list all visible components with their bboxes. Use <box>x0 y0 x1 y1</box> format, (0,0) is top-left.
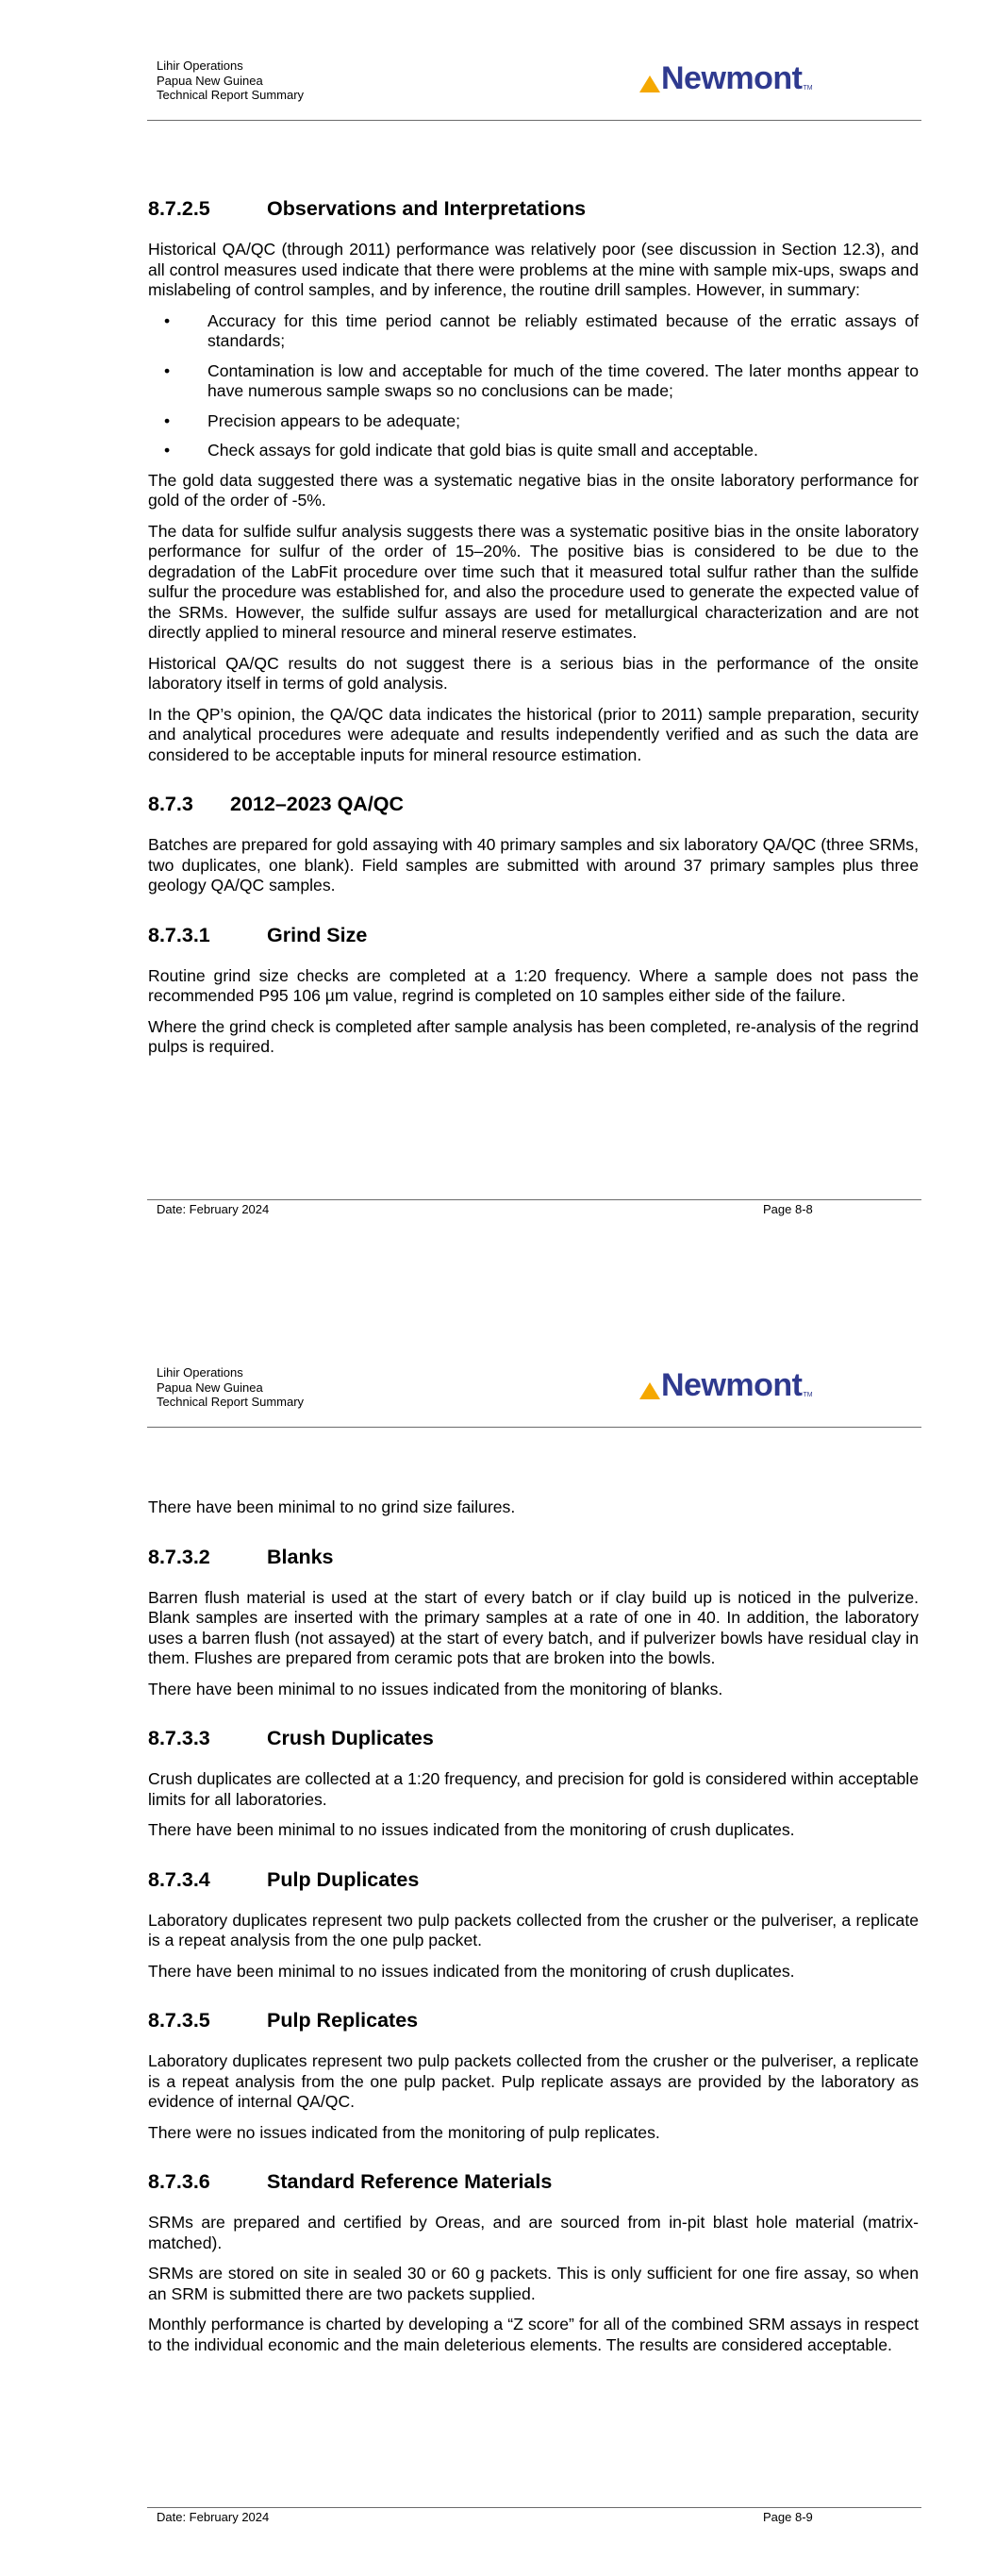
paragraph: SRMs are stored on site in sealed 30 or 60 g packets. This is only sufficient for one fire assay, so when an SRM is submitted there are two packets supplied. <box>148 2264 919 2303</box>
header-line-report: Technical Report Summary <box>157 1395 305 1409</box>
section-heading <box>148 196 919 221</box>
paragraph: Laboratory duplicates represent two pulp packets collected from the crusher or the pulveriser, a replicate is a repeat analysis from the one pulp packet. <box>148 1910 919 1949</box>
bullet-item <box>148 441 919 461</box>
section-title: Pulp Duplicates <box>267 1867 420 1891</box>
paragraph: There have been minimal to no issues indicated from the monitoring of crush duplicates. <box>148 1961 795 1981</box>
paragraph: Barren flush material is used at the start of every batch or if clay build up is noticed in the pulverize. Blank samples are inserted with the primary samples at a rate of one in 40. In addition, the laboratory uses a barren flush (not assayed) at the start of every batch, and if pulverizer bowls have residual clay in them. Flushes are prepared from ceramic pots that are broken into the bowls. <box>148 1587 919 1667</box>
bullet-text: Check assays for gold indicate that gold bias is quite small and acceptable. <box>207 441 758 460</box>
paragraph: There have been minimal to no issues indicated from the monitoring of crush duplicates. <box>148 1820 795 1839</box>
paragraph: Crush duplicates are collected at a 1:20 frequency, and precision for gold is considered within acceptable limits for all laboratories. <box>148 1769 919 1809</box>
paragraph: Laboratory duplicates represent two pulp packets collected from the crusher or the pulveriser, a replicate is a repeat analysis from the one pulp packet. Pulp replicate assays are provided by the laboratory as evidence of internal QA/QC. <box>148 2051 919 2111</box>
section-number: 8.7.2.5 <box>148 197 210 220</box>
section-number: 8.7.3.4 <box>148 1867 210 1891</box>
paragraph: In the QP’s opinion, the QA/QC data indicates the historical (prior to 2011) sample preparation, security and analytical procedures were adequate and results independently verified and as such the data are considered to be acceptable inputs for mineral resource estimation. <box>148 704 919 764</box>
page-body <box>148 196 919 1068</box>
header-line-operation: Lihir Operations <box>157 59 243 73</box>
bullet-list <box>148 311 919 461</box>
bullet-icon: • <box>164 360 171 380</box>
newmont-mark-icon <box>639 68 660 92</box>
footer-page-number: Page 8-9 <box>763 2510 813 2524</box>
footer-date: Date: February 2024 <box>157 1202 270 1216</box>
logo-trademark: TM <box>803 85 813 92</box>
section-title: Observations and Interpretations <box>267 197 587 220</box>
section-number: 8.7.3.1 <box>148 923 210 946</box>
newmont-logo <box>639 1367 813 1403</box>
bullet-text: Accuracy for this time period cannot be reliably estimated because of the erratic assays of standards; <box>207 310 919 350</box>
paragraph: The data for sulfide sulfur analysis suggests there was a systematic positive bias in the onsite laboratory performance for sulfur of the order of 15–20%. The positive bias is considered to be due to the degradation of the LabFit procedure over time such that it measured total sulfur rather than the sulfide sulfur the procedure was established for, and also the procedure used to generate the expected value of the SRMs. However, the sulfide sulfur assays are used for metallurgical characterization and are not directly applied to mineral resource and mineral reserve estimates. <box>148 521 919 642</box>
page-1 <box>0 0 995 1274</box>
page-header <box>157 1365 304 1410</box>
header-line-country: Papua New Guinea <box>157 73 263 88</box>
section-heading <box>148 2169 919 2194</box>
footer-date: Date: February 2024 <box>157 2510 270 2524</box>
page-2 <box>0 1307 995 2576</box>
footer-divider <box>147 2507 921 2508</box>
paragraph: Batches are prepared for gold assaying with 40 primary samples and six laboratory QA/QC (three SRMs, two duplicates, one blank). Field samples are submitted with around 37 primary samples plus three geology QA/QC samples. <box>148 835 919 895</box>
paragraph: Historical QA/QC (through 2011) performance was relatively poor (see discussion in Section 12.3), and all control measures used indicate that there were problems at the mine with sample mix-ups, swaps and mislabeling of control samples, and by inference, the routine drill samples. However, in summary: <box>148 240 919 299</box>
logo-trademark: TM <box>803 1392 813 1398</box>
page-header <box>157 59 304 103</box>
bullet-item <box>148 361 919 402</box>
section-title: Crush Duplicates <box>267 1727 434 1749</box>
bullet-text: Contamination is low and acceptable for much of the time covered. The later months appear to have numerous sample swaps so no conclusions can be made; <box>207 360 919 400</box>
section-heading <box>148 792 919 816</box>
section-heading <box>148 923 919 947</box>
bullet-icon: • <box>164 310 171 330</box>
logo-wordmark: Newmont <box>661 60 803 96</box>
section-number: 8.7.3.6 <box>148 2170 210 2193</box>
newmont-logo <box>639 60 813 96</box>
section-heading <box>148 1726 919 1750</box>
section-number: 8.7.3.3 <box>148 1727 210 1749</box>
section-title: Blanks <box>267 1545 334 1568</box>
section-heading <box>148 1867 919 1892</box>
paragraph: The gold data suggested there was a systematic negative bias in the onsite laboratory performance for gold of the order of -5%. <box>148 470 919 510</box>
section-title: Grind Size <box>267 923 368 946</box>
bullet-item <box>148 411 919 432</box>
bullet-icon: • <box>164 441 171 460</box>
section-number: 8.7.3.5 <box>148 2009 210 2032</box>
header-divider <box>147 1427 921 1428</box>
section-heading <box>148 1545 919 1569</box>
paragraph: There have been minimal to no issues indicated from the monitoring of blanks. <box>148 1679 723 1698</box>
header-divider <box>147 120 921 121</box>
section-heading <box>148 2008 919 2032</box>
section-number: 8.7.3.2 <box>148 1545 210 1568</box>
bullet-icon: • <box>164 410 171 430</box>
footer-divider <box>147 1199 921 1200</box>
section-title: Pulp Replicates <box>267 2009 419 2032</box>
paragraph: SRMs are prepared and certified by Oreas, and are sourced from in-pit blast hole material (matrix-matched). <box>148 2213 919 2252</box>
paragraph: Historical QA/QC results do not suggest there is a serious bias in the performance of the onsite laboratory itself in terms of gold analysis. <box>148 653 919 693</box>
paragraph: Routine grind size checks are completed at a 1:20 frequency. Where a sample does not pass the recommended P95 106 µm value, regrind is completed on 10 samples either side of the failure. <box>148 965 919 1005</box>
paragraph: There were no issues indicated from the monitoring of pulp replicates. <box>148 2122 660 2142</box>
section-number: 8.7.3 <box>148 793 193 815</box>
header-line-country: Papua New Guinea <box>157 1380 263 1395</box>
paragraph: There have been minimal to no grind size failures. <box>148 1497 516 1516</box>
header-line-report: Technical Report Summary <box>157 88 305 102</box>
logo-wordmark: Newmont <box>661 1367 803 1403</box>
paragraph: Where the grind check is completed after sample analysis has been completed, re-analysis of the regrind pulps is required. <box>148 1016 919 1056</box>
section-title: Standard Reference Materials <box>267 2170 553 2193</box>
paragraph: Monthly performance is charted by developing a “Z score” for all of the combined SRM assays in respect to the individual economic and the main deleterious elements. The results are considered acceptable. <box>148 2315 919 2354</box>
footer-page-number: Page 8-8 <box>763 1202 813 1216</box>
page-body <box>148 1497 919 2366</box>
bullet-item <box>148 311 919 352</box>
header-line-operation: Lihir Operations <box>157 1365 243 1380</box>
newmont-mark-icon <box>639 1375 660 1399</box>
section-title: 2012–2023 QA/QC <box>230 793 405 815</box>
bullet-text: Precision appears to be adequate; <box>207 410 461 430</box>
